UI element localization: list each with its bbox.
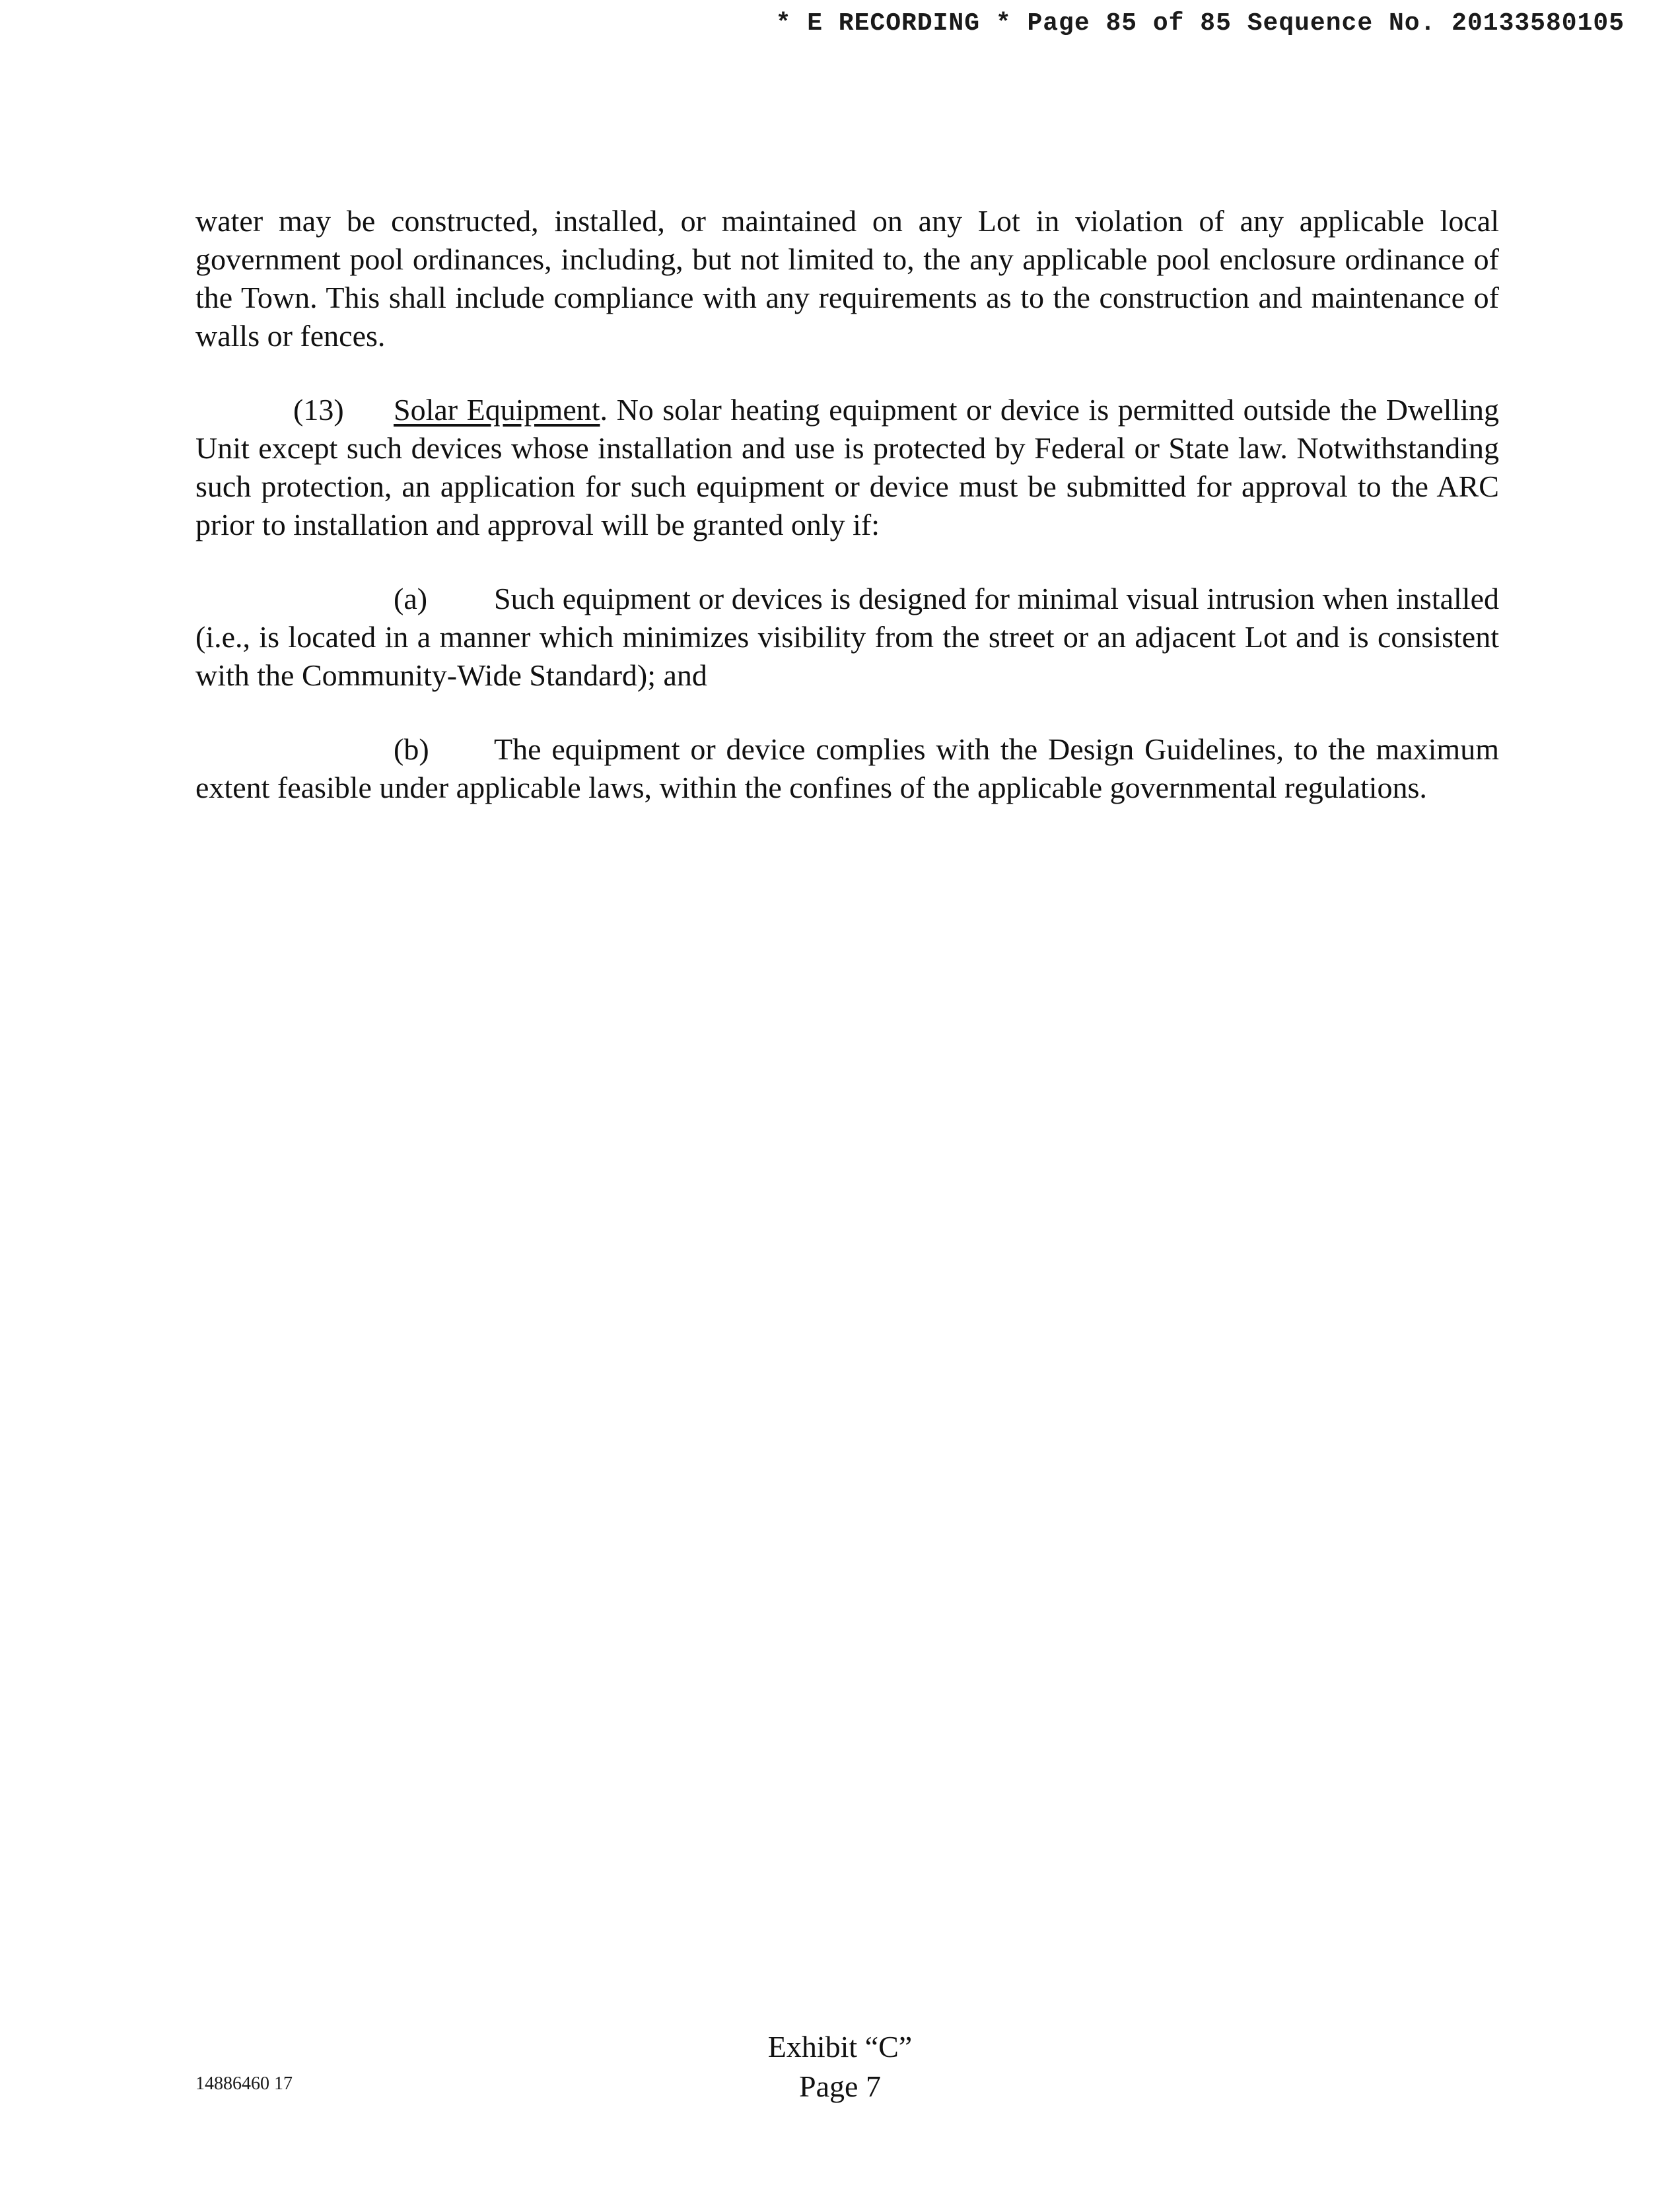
section-heading: Solar Equipment [394,393,600,427]
section-13-solar-equipment [195,391,1499,544]
page-footer [675,2027,1005,2106]
paragraph-pool-ordinance: water may be constructed, installed, or maintained on any Lot in violation of any applicable local government pool ordinances, including, but not limited to, the any applicable pool enclosure ordinance of the Town. This shall include compliance with any requirements as to the construction and maintenance of walls or fences. [195,204,1499,353]
section-text: . No solar heating equipment or device is permitted outside the Dwelling Unit except such devices whose installation and use is protected by Federal or State law. Notwithstanding such protection, an application for such equipment or device must be submitted for approval to the ARC prior to installation and approval will be granted only if: [195,393,1499,541]
recording-header: * E RECORDING * Page 85 of 85 Sequence No. 20133580105 [775,9,1625,38]
item-a [195,580,1499,695]
document-id: 14886460 17 [195,2073,293,2094]
item-a-label: (a) [394,582,428,615]
item-a-text: Such equipment or devices is designed for minimal visual intrusion when installed (i.e., is located in a manner which minimizes visibility from the street or an adjacent Lot and is consistent with the Community-Wide Standard); and [195,582,1499,692]
section-number: (13) [293,393,344,427]
item-b-label: (b) [394,732,429,766]
item-b [195,730,1499,807]
page-number: Page 7 [799,2069,881,2103]
document-body [195,202,1499,843]
item-b-text: The equipment or device complies with the Design Guidelines, to the maximum extent feasible under applicable laws, within the confines of the applicable governmental regulations. [195,732,1499,804]
exhibit-label: Exhibit “C” [767,2030,913,2064]
